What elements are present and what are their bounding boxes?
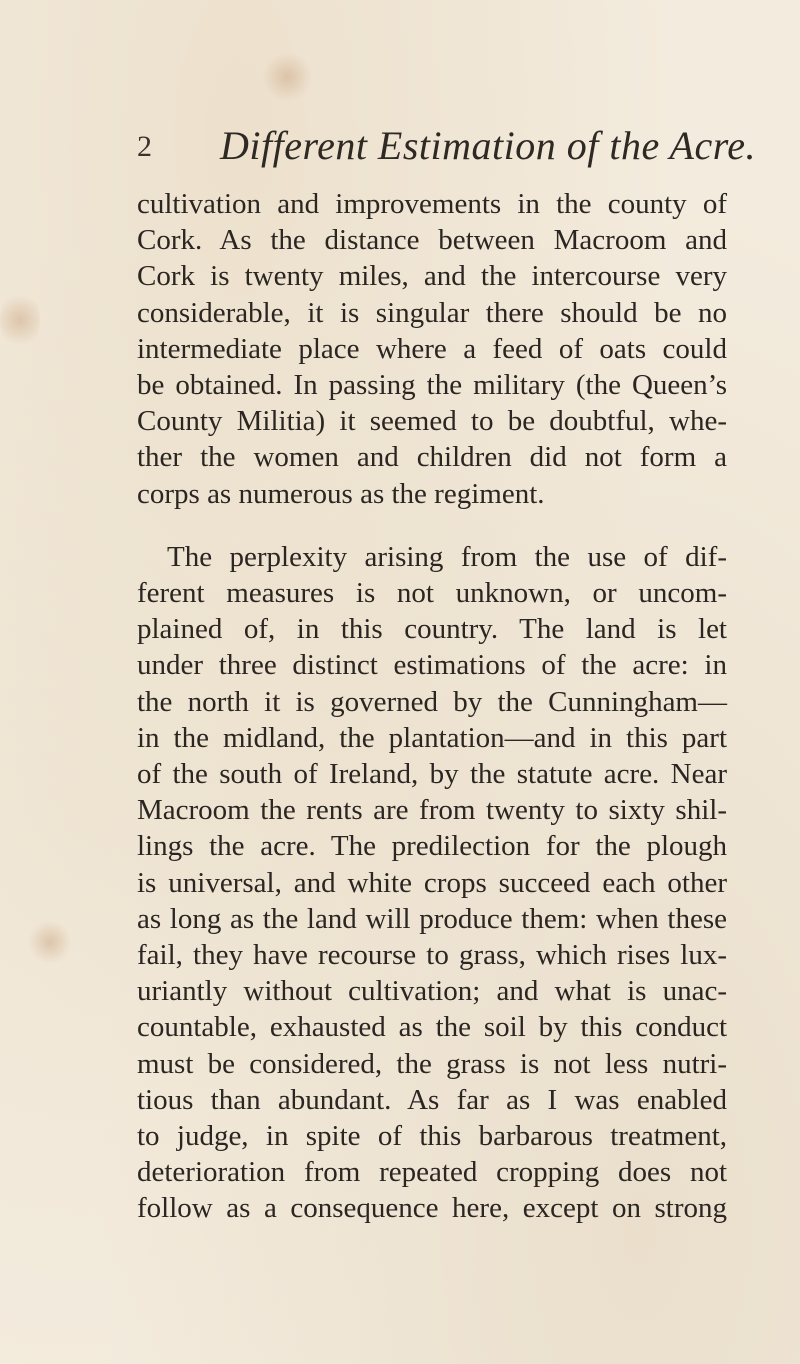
text-line: under three distinct estimations of the acre: in [137,649,727,682]
text-line: is universal, and white crops succeed each other [137,866,727,899]
paragraph [137,539,727,1227]
text-line: tious than abundant. As far as I was enabled [137,1083,727,1116]
text-line: Cork. As the distance between Macroom and [137,224,727,257]
page-number: 2 [137,130,152,163]
text-line: as long as the land will produce them: when these [137,902,727,935]
paragraph [137,186,727,512]
text-line: lings the acre. The predilection for the plough [137,830,727,863]
text-line: considerable, it is singular there should be no [137,296,727,329]
text-line: fail, they have recourse to grass, which rises lux- [137,939,727,972]
text-line: plained of, in this country. The land is let [137,613,727,646]
text-line: to judge, in spite of this barbarous treatment, [137,1120,727,1153]
text-line: County Militia) it seemed to be doubtful, whe- [137,405,727,438]
paper-stain [28,920,72,964]
page-title: Different Estimation of the Acre. [220,123,757,168]
text-line: ther the women and children did not form a [137,441,727,474]
text-line: in the midland, the plantation—and in this part [137,721,727,754]
text-line: ferent measures is not unknown, or uncom- [137,577,727,610]
body-text [137,186,727,1227]
text-line: corps as numerous as the regiment. [137,477,545,510]
text-line: Macroom the rents are from twenty to sixty shil- [137,794,727,827]
text-line: deterioration from repeated cropping does not [137,1156,727,1189]
text-line: follow as a consequence here, except on strong [137,1192,727,1225]
text-line: be obtained. In passing the military (the Queen’s [137,369,727,402]
text-line: countable, exhausted as the soil by this conduct [137,1011,727,1044]
paper-stain [0,290,40,350]
paper-stain [262,52,312,102]
text-line: must be considered, the grass is not less nutri- [137,1047,727,1080]
text-line: of the south of Ireland, by the statute acre. Near [137,758,727,791]
text-line: Cork is twenty miles, and the intercourse very [137,260,727,293]
text-line: intermediate place where a feed of oats could [137,332,727,365]
text-line: uriantly without cultivation; and what is unac- [137,975,727,1008]
text-line: the north it is governed by the Cunningham— [137,685,727,718]
text-line: The perplexity arising from the use of dif- [167,540,727,573]
running-head [137,122,757,172]
text-line: cultivation and improvements in the county of [137,188,727,220]
